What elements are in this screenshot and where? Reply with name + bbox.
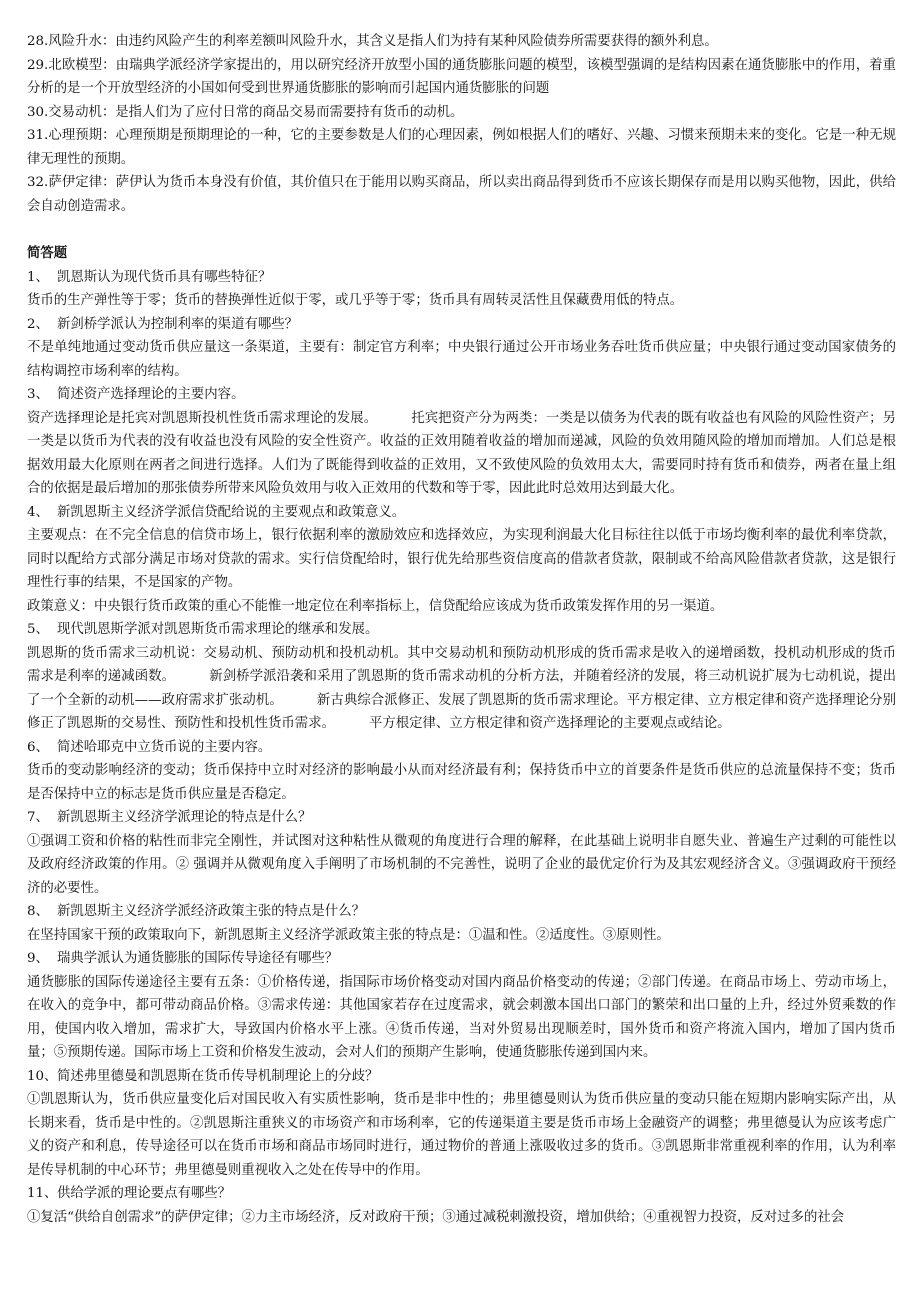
question-number: 11、: [27, 1186, 58, 1201]
question-number: 8、: [27, 904, 49, 919]
question-text: 凯恩斯认为现代货币具有哪些特征？: [57, 269, 272, 285]
question-6: [27, 736, 896, 760]
question-number: 2、: [27, 316, 49, 332]
question-text: 新凯恩斯主义经济学派经济政策主张的特点是什么？: [57, 904, 365, 919]
question-text: 新凯恩斯主义经济学派信贷配给说的主要观点和政策意义。: [57, 504, 406, 520]
question-number: 1、: [27, 269, 49, 285]
question-text: 供给学派的理论要点有哪些？: [57, 1186, 232, 1201]
answer-8: 在坚持国家干预的政策取向下，新凯恩斯主义经济学派政策主张的特点是：①温和性。②适度性。③原则性。: [27, 927, 670, 943]
answer-6: 货币的变动影响经济的变动；货币保持中立时对经济的影响最小从而对经济最有利；保持货币中立的首要条件是货币供应的总流量保持不变；货币是否保持中立的标志是货币供应量是否稳定。: [27, 763, 896, 802]
question-11: [27, 1182, 896, 1206]
answer-4-viewpoint: 主要观点：在不完全信息的信贷市场上，银行依据利率的激励效应和选择效应，为实现利润最大化目标往往以低于市场均衡利率的最优利率贷款，同时以配给方式部分满足市场对贷款的需求。实行信贷配给时，银行优先给那些资信度高的借款者贷款，限制或不给高风险借款者贷款，这是银行理性行事的结果，不是国家的产物。: [27, 528, 896, 590]
definition-32: 32.萨伊定律：萨伊认为货币本身没有价值，其价值只在于能用以购买商品，所以卖出商品得到货币不应该长期保存而是用以购买他物，因此，供给会自动创造需求。: [27, 175, 896, 214]
definition-31: 31.心理预期：心理预期是预期理论的一种，它的主要参数是人们的心理因素，例如根据人们的嗜好、兴趣、习惯来预期未来的变化。它是一种无规律无理性的预期。: [27, 128, 896, 167]
question-number: 4、: [27, 504, 49, 520]
definition-29: 29.北欧模型：由瑞典学派经济学家提出的，用以研究经济开放型小国的通货膨胀问题的模型，该模型强调的是结构因素在通货膨胀中的作用，着重分析的是一个开放型经济的小国如何受到世界通货膨胀的影响而引起国内通货膨胀的问题: [27, 57, 896, 96]
question-text: 新剑桥学派认为控制利率的渠道有哪些？: [57, 316, 299, 332]
answer-2: 不是单纯地通过变动货币供应量这一条渠道，主要有：制定官方利率；中央银行通过公开市场业务吞吐货币供应量；中央银行通过变动国家债务的结构调控市场利率的结构。: [27, 340, 896, 379]
answer-part: 新剑桥学派沿袭和采用了凯恩斯的货币需求动机的分析方法，并随着经济的发展，将三动机说扩展为七动机说，提出了一个全新的动机——政府需求扩张动机。: [27, 669, 897, 708]
answer-9: 通货膨胀的国际传递途径主要有五条：①价格传递，指国际市场价格变动对国内商品价格变动的传递；②部门传递。在商品市场上、劳动市场上，在收入的竞争中，都可带动商品价格。③需求传递：其他国家若存在过度需求，就会刺激本国出口部门的繁荣和出口量的上升，经过外贸乘数的作用，使国内收入增加，需求扩大，导致国内价格水平上涨。④货币传递，当对外贸易出现顺差时，国外货币和资产将流入国内，增加了国内货币量；⑤预期传递。国际市场上工资和价格发生波动，会对人们的预期产生影响，使通货膨胀传递到国内来。: [27, 974, 896, 1060]
answer-7: ①强调工资和价格的粘性而非完全刚性，并试图对这种粘性从微观的角度进行合理的解释，在此基础上说明非自愿失业、普遍生产过剩的可能性以及政府经济政策的作用。② 强调并从微观角度入手阐明了市场机制的不完善性，说明了企业的最优定价行为及其宏观经济含义。③强调政府干预经济的必要性。: [27, 833, 896, 896]
question-number: 7、: [27, 810, 49, 825]
section-title: 简答题: [27, 245, 68, 261]
answer-3: [27, 407, 896, 501]
question-3: [27, 383, 896, 407]
question-number: 10、: [27, 1068, 58, 1084]
question-number: 9、: [27, 951, 49, 966]
question-text: 现代凯恩斯学派对凯恩斯货币需求理论的继承和发展。: [57, 622, 379, 637]
question-number: 5、: [27, 622, 49, 637]
question-text: 新凯恩斯主义经济学派理论的特点是什么？: [57, 810, 312, 825]
answer-part: 资产选择理论是托宾对凯恩斯投机性货币需求理论的发展。: [27, 410, 378, 426]
section-gap: [27, 218, 896, 242]
question-number: 6、: [27, 739, 49, 755]
question-8: [27, 900, 896, 924]
question-5: [27, 618, 896, 642]
question-text: 简述资产选择理论的主要内容。: [57, 387, 245, 402]
answer-4-policy: 政策意义：中央银行货币政策的重心不能惟一地定位在利率指标上，信贷配给应该成为货币政策发挥作用的另一渠道。: [27, 598, 724, 614]
question-text: 简述哈耶克中立货币说的主要内容。: [57, 739, 272, 755]
question-number: 3、: [27, 387, 49, 402]
question-4: [27, 501, 896, 525]
definition-30: 30.交易动机：是指人们为了应付日常的商品交易而需要持有货币的动机。: [27, 104, 464, 120]
answer-10: ①凯恩斯认为，货币供应量变化后对国民收入有实质性影响，货币是非中性的；弗里德曼则认为货币供应量的变动只能在短期内影响实际产出，从长期来看，货币是中性的。②凯恩斯注重狭义的市场资产和市场利率，它的传递渠道主要是货币市场上金融资产的调整；弗里德曼认为应该考虑广义的资产和利息，传导途径可以在货币市场和商品市场同时进行，通过物价的普通上涨吸收过多的货币。③凯恩斯非常重视利率的作用，认为利率是传导机制的中心环节；弗里德曼则重视收入之处在传导中的作用。: [27, 1092, 896, 1178]
answer-5: [27, 642, 896, 736]
answer-part: 新古典综合派修正、发展了凯恩斯的货币需求理论。平方根定律、立方根定律和资产选择理论分别修正了凯恩斯的交易性、预防性和投机性货币需求。: [27, 692, 897, 731]
question-10: [27, 1065, 896, 1089]
definition-28: 28.风险升水：由违约风险产生的利率差额叫风险升水，其含义是指人们为持有某种风险债券所需要获得的额外利息。: [27, 34, 718, 49]
question-9: [27, 947, 896, 971]
question-1: [27, 266, 896, 290]
question-2: [27, 313, 896, 337]
question-text: 瑞典学派认为通货膨胀的国际传导途径有哪些？: [57, 951, 339, 966]
answer-11: ①复活“供给自创需求”的萨伊定律；②力主市场经济，反对政府干预；③通过减税刺激投资，增加供给；④重视智力投资，反对过多的社会: [27, 1209, 845, 1225]
answer-1: 货币的生产弹性等于零；货币的替换弹性近似于零，或几乎等于零；货币具有周转灵活性且保藏费用低的特点。: [27, 293, 684, 308]
question-text: 简述弗里德曼和凯恩斯在货币传导机制理论上的分歧？: [57, 1068, 379, 1084]
answer-part: 平方根定律、立方根定律和资产选择理论的主要观点或结论。: [368, 716, 731, 731]
answer-part: 托宾把资产分为两类：一类是以债务为代表的既有收益也有风险的风险性资产；另一类是以货币为代表的没有收益也没有风险的安全性资产。收益的正效用随着收益的增加而递减，风险的负效用随风险的增加而增加。人们总是根据效用最大化原则在两者之间进行选择。人们为了既能得到收益的正效用，又不致使风险的负效用太大，需要同时持有货币和债券，两者在量上组合的依据是最后增加的那张债券所带来风险负效用与收入正效用的代数和等于零，因此此时总效用达到最大化。: [27, 410, 897, 496]
question-7: [27, 806, 896, 830]
answer-part: 凯恩斯的货币需求三动机说：交易动机、预防动机和投机动机。其中交易动机和预防动机形成的货币需求是收入的递增函数，投机动机形成的货币需求是利率的递减函数。: [27, 645, 896, 684]
